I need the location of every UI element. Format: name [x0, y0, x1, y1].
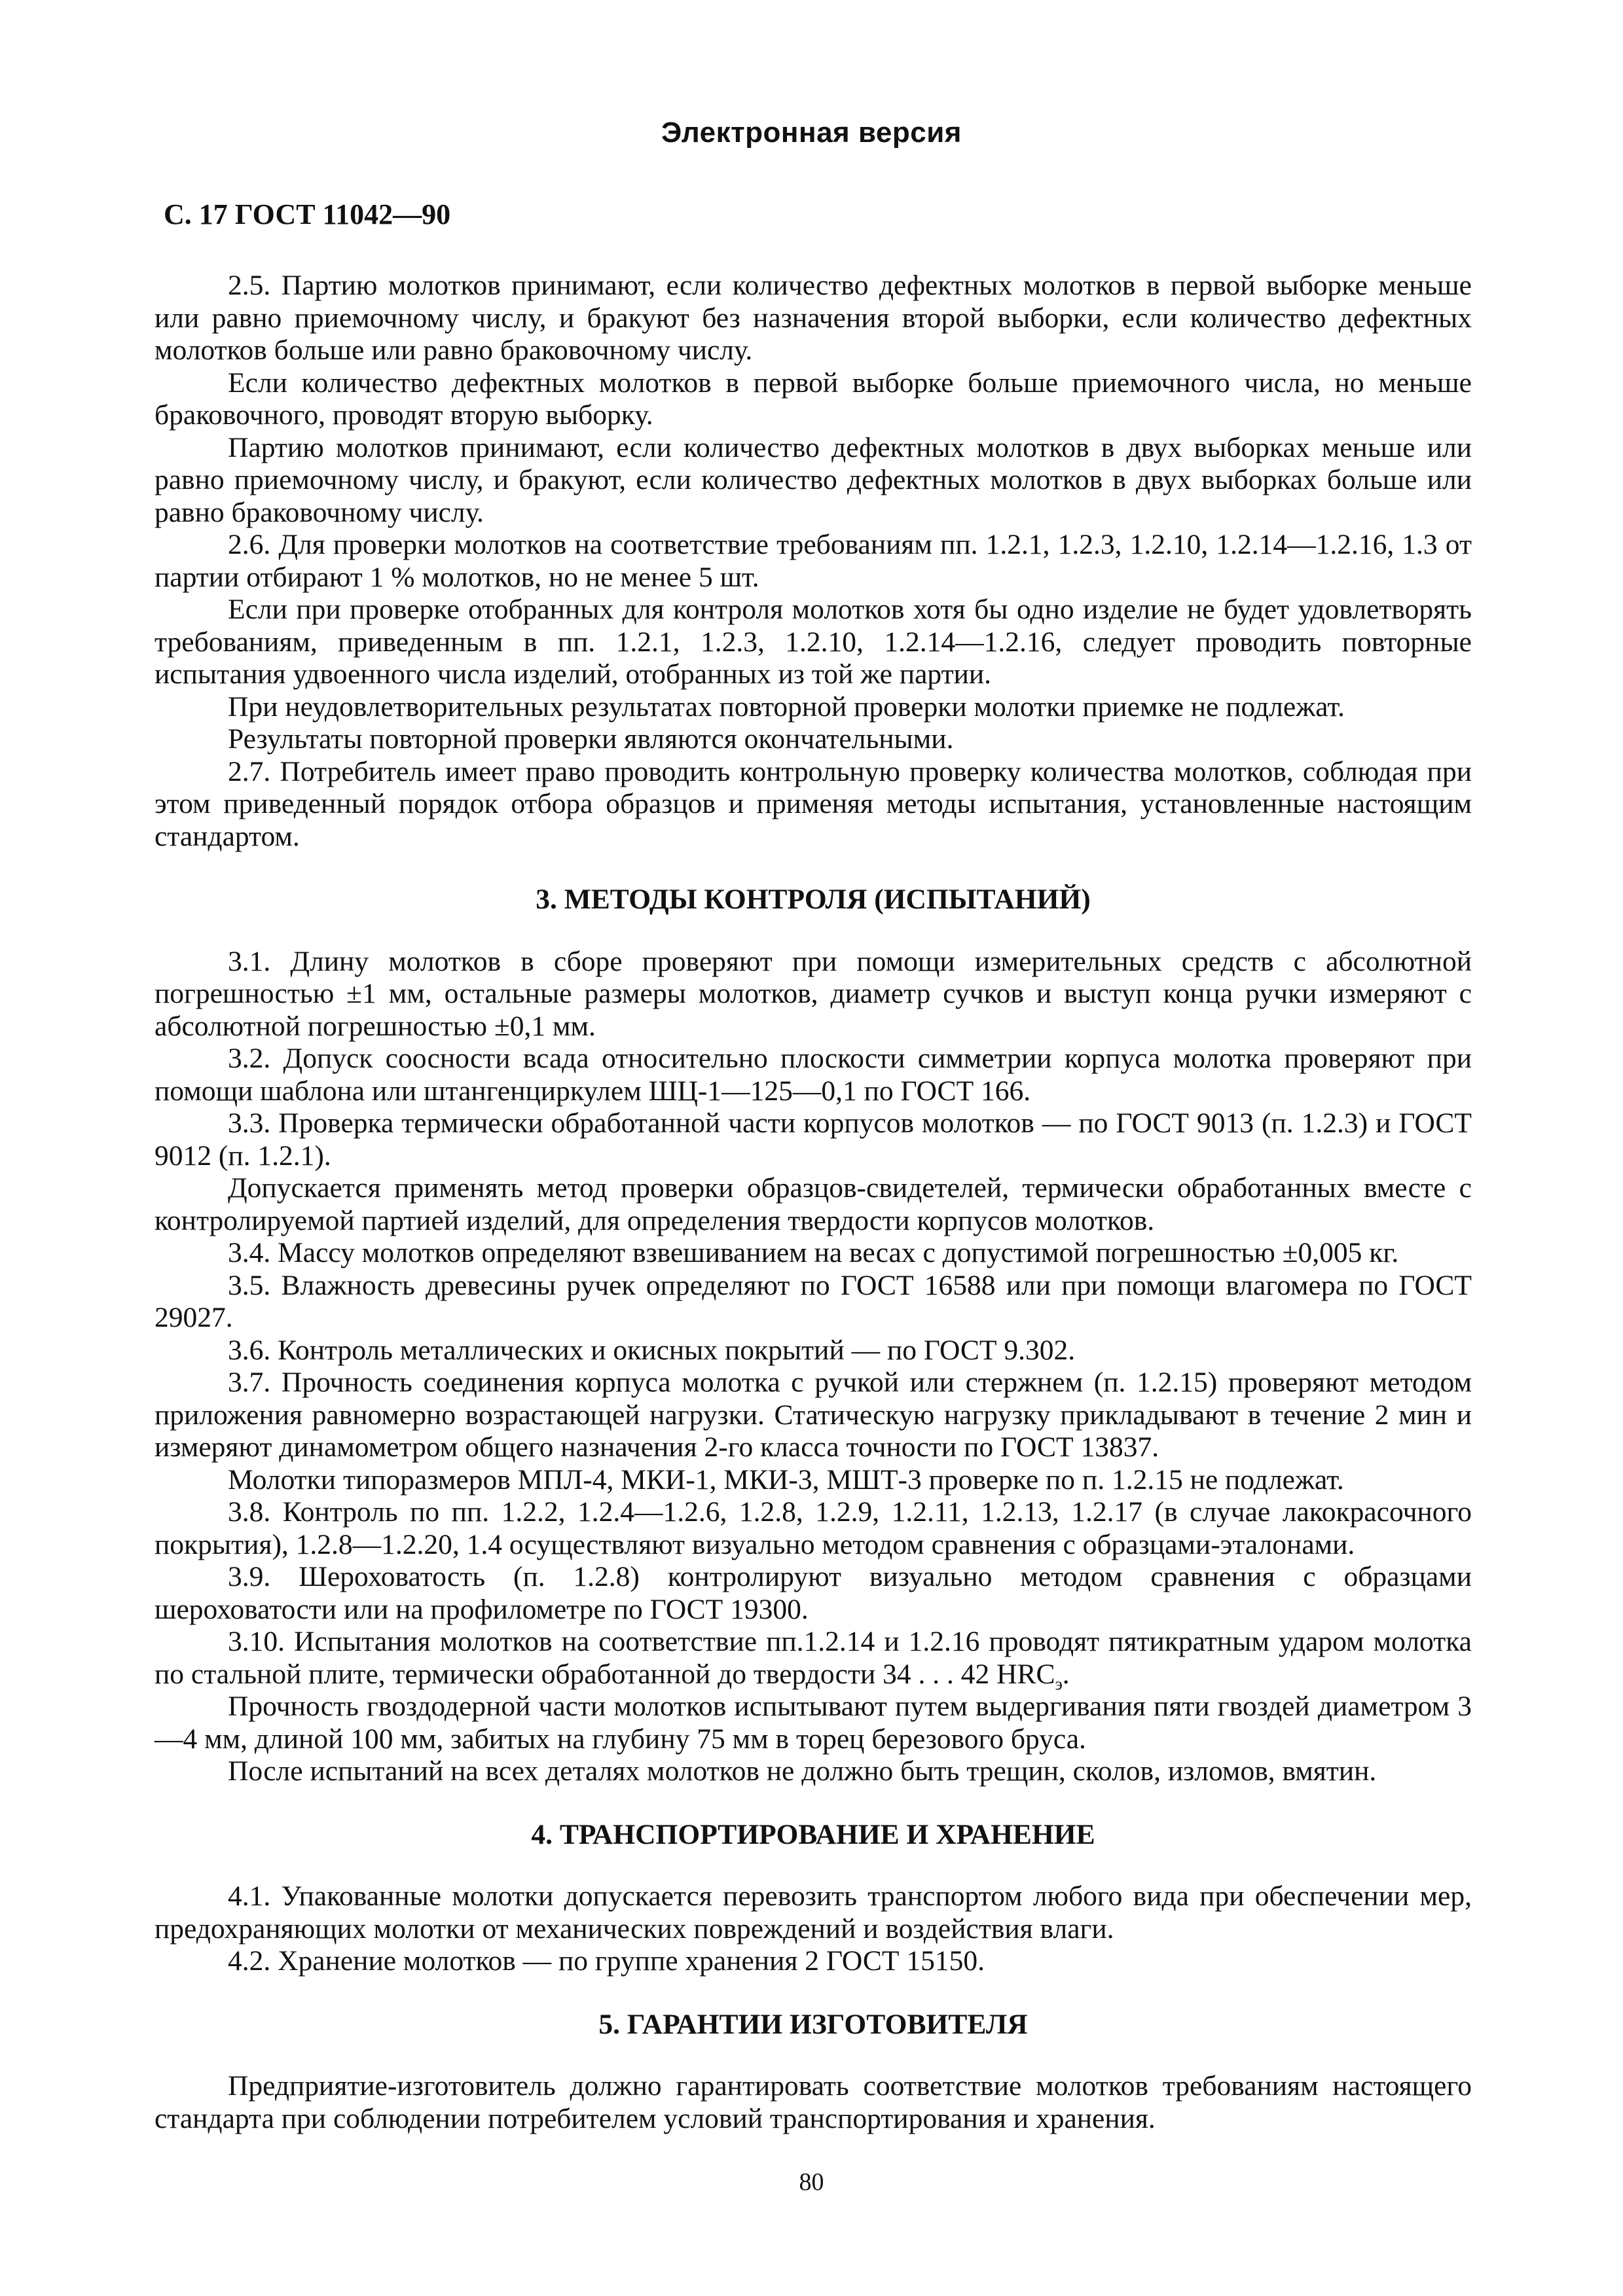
section-heading-4: 4. ТРАНСПОРТИРОВАНИЕ И ХРАНЕНИЕ	[531, 1818, 1095, 1850]
paragraph-3-10-end: .	[1062, 1658, 1070, 1690]
paragraph-3-1: 3.1. Длину молотков в сборе проверяют при помощи измерительных средств с абсолютной погрешностью ±1 мм, остальные размеры молотков, диаметр сучков и выступ конца ручки измеряют с абсолютной погрешностью ±0,1 мм.	[155, 945, 1472, 1042]
document-reference: С. 17 ГОСТ 11042—90	[164, 198, 451, 230]
paragraph-3-7-exempt: Молотки типоразмеров МПЛ-4, МКИ-1, МКИ-3, МШТ-3 проверке по п. 1.2.15 не подлежат.	[228, 1463, 1344, 1496]
section-heading-5: 5. ГАРАНТИИ ИЗГОТОВИТЕЛЯ	[598, 2008, 1028, 2040]
paragraph-2-5-second-sample: Если количество дефектных молотков в первой выборке больше приемочного числа, но меньше браковочного, проводят вторую выборку.	[155, 367, 1472, 431]
paragraph-3-6: 3.6. Контроль металлических и окисных покрытий — по ГОСТ 9.302.	[228, 1334, 1076, 1366]
paragraph-3-10-text: 3.10. Испытания молотков на соответствие пп.1.2.14 и 1.2.16 проводят пятикратным ударом молотка по стальной плите, термически обработанной до твердости 34 . . . 42 HRC	[155, 1626, 1472, 1690]
paragraph-3-10	[155, 1626, 1472, 1694]
paragraph-4-1: 4.1. Упакованные молотки допускается перевозить транспортом любого вида при обеспечении мер, предохраняющих молотки от механических повреждений и воздействия влаги.	[155, 1880, 1472, 1945]
paragraph-2-6-unsatisfactory: При неудовлетворительных результатах повторной проверки молотки приемке не подлежат.	[228, 691, 1345, 723]
hrc-subscript: э	[1055, 1674, 1063, 1694]
paragraph-3-2: 3.2. Допуск соосности всада относительно плоскости симметрии корпуса молотка проверяют при помощи шаблона или штангенциркулем ШЦ-1—125—0,1 по ГОСТ 166.	[155, 1043, 1472, 1107]
paragraph-3-8: 3.8. Контроль по пп. 1.2.2, 1.2.4—1.2.6, 1.2.8, 1.2.9, 1.2.11, 1.2.13, 1.2.17 (в случае лакокрасочного покрытия), 1.2.8—1.2.20, 1.4 осуществляют визуально методом сравнения с образцами-эталонами.	[155, 1496, 1472, 1560]
page-number: 80	[799, 2168, 824, 2196]
electronic-version-label: Электронная версия	[661, 117, 962, 149]
paragraph-2-7: 2.7. Потребитель имеет право проводить контрольную проверку количества молотков, соблюдая при этом приведенный порядок отбора образцов и применяя методы испытания, установленные настоящим стандартом.	[155, 755, 1472, 852]
paragraph-3-3-samples: Допускается применять метод проверки образцов-свидетелей, термически обработанных вместе с контролируемой партией изделий, для определения твердости корпусов молотков.	[155, 1172, 1472, 1236]
paragraph-3-7: 3.7. Прочность соединения корпуса молотка с ручкой или стержнем (п. 1.2.15) проверяют методом приложения равномерно возрастающей нагрузки. Статическую нагрузку прикладывают в течение 2 мин и измеряют динамометром общего назначения 2-го класса точности по ГОСТ 13837.	[155, 1367, 1472, 1463]
paragraph-3-3: 3.3. Проверка термически обработанной части корпусов молотков — по ГОСТ 9013 (п. 1.2.3) и ГОСТ 9012 (п. 1.2.1).	[155, 1107, 1472, 1172]
paragraph-2-6: 2.6. Для проверки молотков на соответствие требованиям пп. 1.2.1, 1.2.3, 1.2.10, 1.2.14—1.2.16, 1.3 от партии отбирают 1 % молотков, но не менее 5 шт.	[155, 529, 1472, 593]
paragraph-3-5: 3.5. Влажность древесины ручек определяют по ГОСТ 16588 или при помощи влагомера по ГОСТ 29027.	[155, 1269, 1472, 1333]
paragraph-3-4: 3.4. Массу молотков определяют взвешиванием на весах с допустимой погрешностью ±0,005 кг.	[228, 1237, 1399, 1268]
document-body	[155, 270, 1472, 2135]
paragraph-2-6-retest: Если при проверке отобранных для контроля молотков хотя бы одно изделие не будет удовлетворять требованиям, приведенным в пп. 1.2.1, 1.2.3, 1.2.10, 1.2.14—1.2.16, следует проводить повторные испытания удвоенного числа изделий, отобранных из той же партии.	[155, 594, 1472, 690]
paragraph-2-5: 2.5. Партию молотков принимают, если количество дефектных молотков в первой выборке меньше или равно приемочному числу, и бракуют без назначения второй выборки, если количество дефектных молотков больше или равно браковочному числу.	[155, 270, 1472, 366]
paragraph-4-2: 4.2. Хранение молотков — по группе хранения 2 ГОСТ 15150.	[228, 1945, 985, 1977]
paragraph-2-6-final: Результаты повторной проверки являются окончательными.	[228, 723, 954, 755]
paragraph-3-10-after-test: После испытаний на всех деталях молотков не должно быть трещин, сколов, изломов, вмятин.	[228, 1755, 1377, 1787]
paragraph-2-5-two-samples: Партию молотков принимают, если количество дефектных молотков в двух выборках меньше или равно приемочному числу, и бракуют, если количество дефектных молотков в двух выборках больше или равно браковочному числу.	[155, 431, 1472, 528]
paragraph-3-10-nail-puller: Прочность гвоздодерной части молотков испытывают путем выдергивания пяти гвоздей диаметром 3—4 мм, длиной 100 мм, забитых на глубину 75 мм в торец березового бруса.	[155, 1691, 1472, 1755]
paragraph-5: Предприятие-изготовитель должно гарантировать соответствие молотков требованиям настоящего стандарта при соблюдении потребителем условий транспортирования и хранения.	[155, 2070, 1472, 2134]
paragraph-3-9: 3.9. Шероховатость (п. 1.2.8) контролируют визуально методом сравнения с образцами шероховатости или на профилометре по ГОСТ 19300.	[155, 1561, 1472, 1625]
section-heading-3: 3. МЕТОДЫ КОНТРОЛЯ (ИСПЫТАНИЙ)	[536, 884, 1091, 915]
